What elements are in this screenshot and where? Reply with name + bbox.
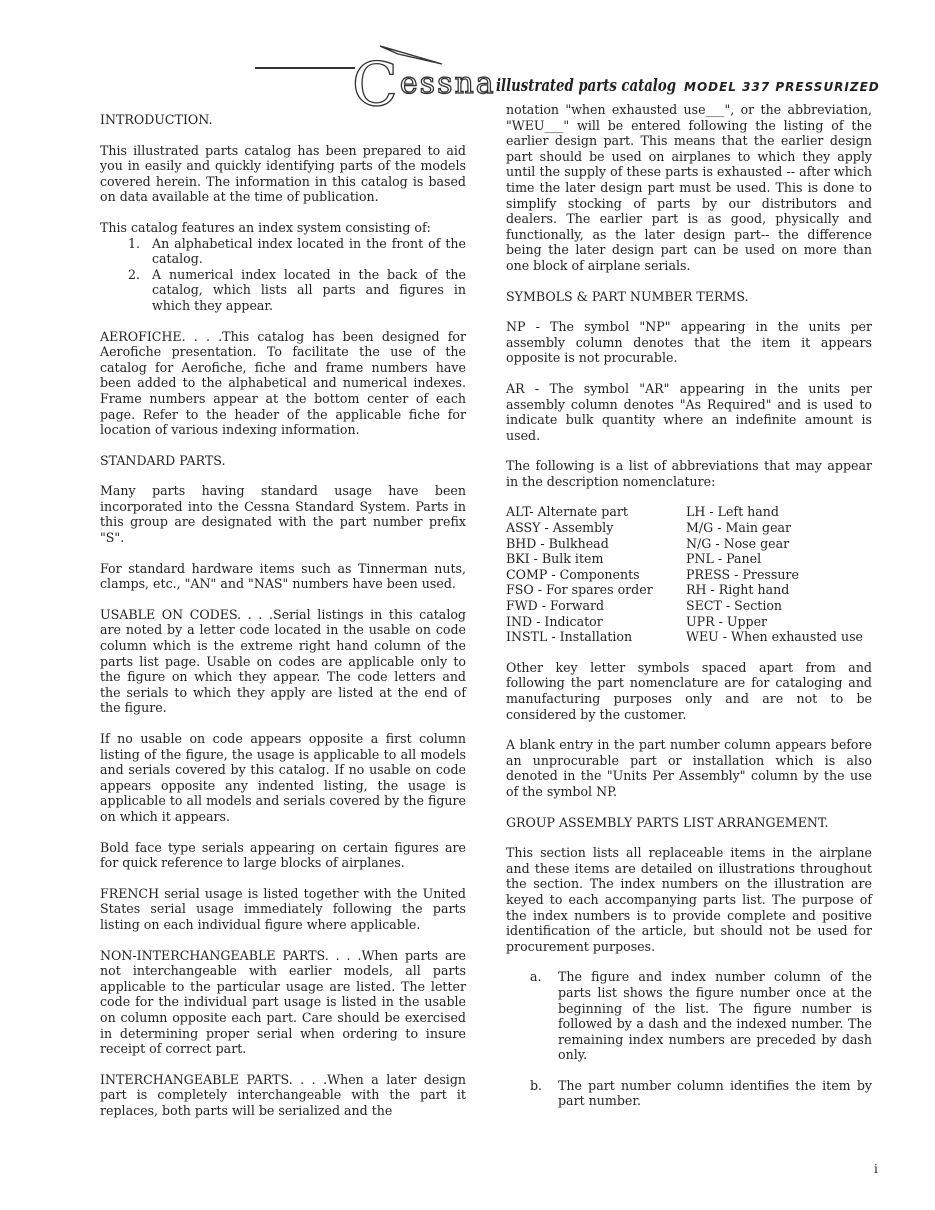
paragraph: notation "when exhausted use___", or the abbreviation, "WEU___" will be entered following the listing of the earlier design part. This means that the earlier design part should be used on airplanes to which they apply until the supply of these parts is exhausted -- after which time the later design part must be used. This is done to simplify stocking of parts by our distributors and dealers. The earlier part is as good, physically and functionally, as the later design part-- the difference being the later design part can be used on more than one block of airplane serials. — [506, 102, 872, 273]
paragraph: This illustrated parts catalog has been prepared to aid you in easily and quickly identifying parts of the models covered herein. The information in this catalog is based on data available at the time of publication. — [100, 142, 466, 205]
cessna-logo: Cessna — [352, 50, 496, 120]
list-item: 2. A numerical index located in the back of the catalog, which lists all parts and figures in which they appear. — [128, 266, 466, 313]
paragraph: Bold face type serials appearing on certain figures are for quick reference to large blocks of airplanes. — [100, 839, 466, 871]
section-heading: SYMBOLS & PART NUMBER TERMS. — [506, 288, 749, 304]
paragraph: NON-INTERCHANGEABLE PARTS. . . .When parts are not interchangeable with earlier models, all parts applicable to the particular usage are listed. The letter code for the individual part usage is listed in the usable on column opposite each part. Care should be exercised in determining proper serial when ordering to insure receipt of correct part. — [100, 947, 466, 1057]
right-column — [506, 102, 872, 1124]
abbreviation-table — [506, 504, 872, 644]
abbreviation: FWD - Forward — [506, 598, 605, 614]
abbreviation: N/G - Nose gear — [686, 535, 790, 551]
abbreviation: INSTL - Installation — [506, 629, 633, 645]
abbreviation: SECT - Section — [686, 598, 783, 614]
section-heading: INTRODUCTION. — [100, 112, 213, 127]
page-number: i — [874, 1162, 878, 1176]
paragraph: Many parts having standard usage have been incorporated into the Cessna Standard System. Parts in this group are designated with the part number prefix "S". — [100, 483, 466, 546]
paragraph: FRENCH serial usage is listed together with the United States serial usage immediately following the parts listing on each individual figure where applicable. — [100, 885, 466, 932]
paragraph: If no usable on code appears opposite a first column listing of the figure, the usage is applicable to all models and serials covered by this catalog. If no usable on code appears opposite any indented listing, the usage is applicable to all models and serials covered by the figure on which it appears. — [100, 731, 466, 824]
model-title: MODEL 337 PRESSURIZED — [684, 80, 880, 94]
abbreviation: M/G - Main gear — [686, 520, 792, 536]
abbreviation: WEU - When exhausted use — [686, 629, 863, 645]
section-heading: STANDARD PARTS. — [100, 452, 226, 468]
abbreviation: BKI - Bulk item — [506, 551, 604, 567]
paragraph: This section lists all replaceable items in the airplane and these items are detailed on illustrations throughout the section. The index numbers on the illustration are keyed to each accompanying parts list. The purpose of the index numbers is to provide complete and positive identification of the article, but should not be used for procurement purposes. — [506, 845, 872, 954]
paragraph: AR - The symbol "AR" appearing in the units per assembly column denotes "As Required" and is used to indicate bulk quantity where an indefinite amount is used. — [506, 380, 872, 443]
paragraph: The following is a list of abbreviations that may appear in the description nomenclature: — [506, 458, 872, 489]
abbreviation: RH - Right hand — [686, 582, 790, 598]
abbreviation: ALT- Alternate part — [506, 504, 628, 520]
abbreviation: PNL - Panel — [686, 551, 762, 567]
list-item: 1. An alphabetical index located in the front of the catalog. — [128, 235, 466, 267]
paragraph: AEROFICHE. . . .This catalog has been designed for Aerofiche presentation. To facilitate the use of the catalog for Aerofiche, fiche and frame numbers have been added to the alphabetical and numerical indexes. Frame numbers appear at the bottom center of each page. Refer to the header of the applicable fiche for location of various indexing information. — [100, 328, 466, 438]
paragraph: NP - The symbol "NP" appearing in the units per assembly column denotes that the item it appears opposite is not procurable. — [506, 319, 872, 366]
left-column — [100, 112, 466, 1133]
abbreviation: FSO - For spares order — [506, 582, 653, 598]
abbreviation: PRESS - Pressure — [686, 566, 799, 582]
paragraph: USABLE ON CODES. . . .Serial listings in this catalog are noted by a letter code located in the usable on code column which is the extreme right hand column of the parts list page. Usable on codes are applicable only to the figure on which they appear. The code letters and the serials to which they apply are listed at the end of the figure. — [100, 606, 466, 716]
paragraph: INTERCHANGEABLE PARTS. . . .When a later design part is completely interchangeable with the part it replaces, both parts will be serialized and the — [100, 1071, 466, 1118]
paragraph: Other key letter symbols spaced apart from and following the part nomenclature are for cataloging and manufacturing purposes only and are not to be considered by the customer. — [506, 659, 872, 722]
abbreviation: IND - Indicator — [506, 613, 603, 629]
list-item: a. The figure and index number column of the parts list shows the figure number once at the beginning of the list. The figure number is followed by a dash and the indexed number. The remaining index numbers are preceded by dash only. — [530, 969, 872, 1063]
paragraph: For standard hardware items such as Tinnerman nuts, clamps, etc., "AN" and "NAS" numbers have been used. — [100, 560, 466, 592]
paragraph: This catalog features an index system consisting of: — [100, 219, 431, 235]
abbreviation: LH - Left hand — [686, 504, 779, 520]
section-heading: GROUP ASSEMBLY PARTS LIST ARRANGEMENT. — [506, 814, 829, 830]
abbreviation: BHD - Bulkhead — [506, 535, 609, 551]
index-list — [100, 236, 466, 314]
list-item: b. The part number column identifies the item by part number. — [530, 1077, 872, 1109]
abbreviation: COMP - Components — [506, 566, 640, 582]
paragraph: A blank entry in the part number column appears before an unprocurable part or installation which is also denoted in the "Units Per Assembly" column by the use of the symbol NP. — [506, 737, 872, 799]
abbreviation: UPR - Upper — [686, 613, 768, 629]
logo-rule — [255, 67, 355, 69]
catalog-title: illustrated parts catalog — [496, 76, 676, 96]
abbreviation: ASSY - Assembly — [506, 520, 614, 536]
